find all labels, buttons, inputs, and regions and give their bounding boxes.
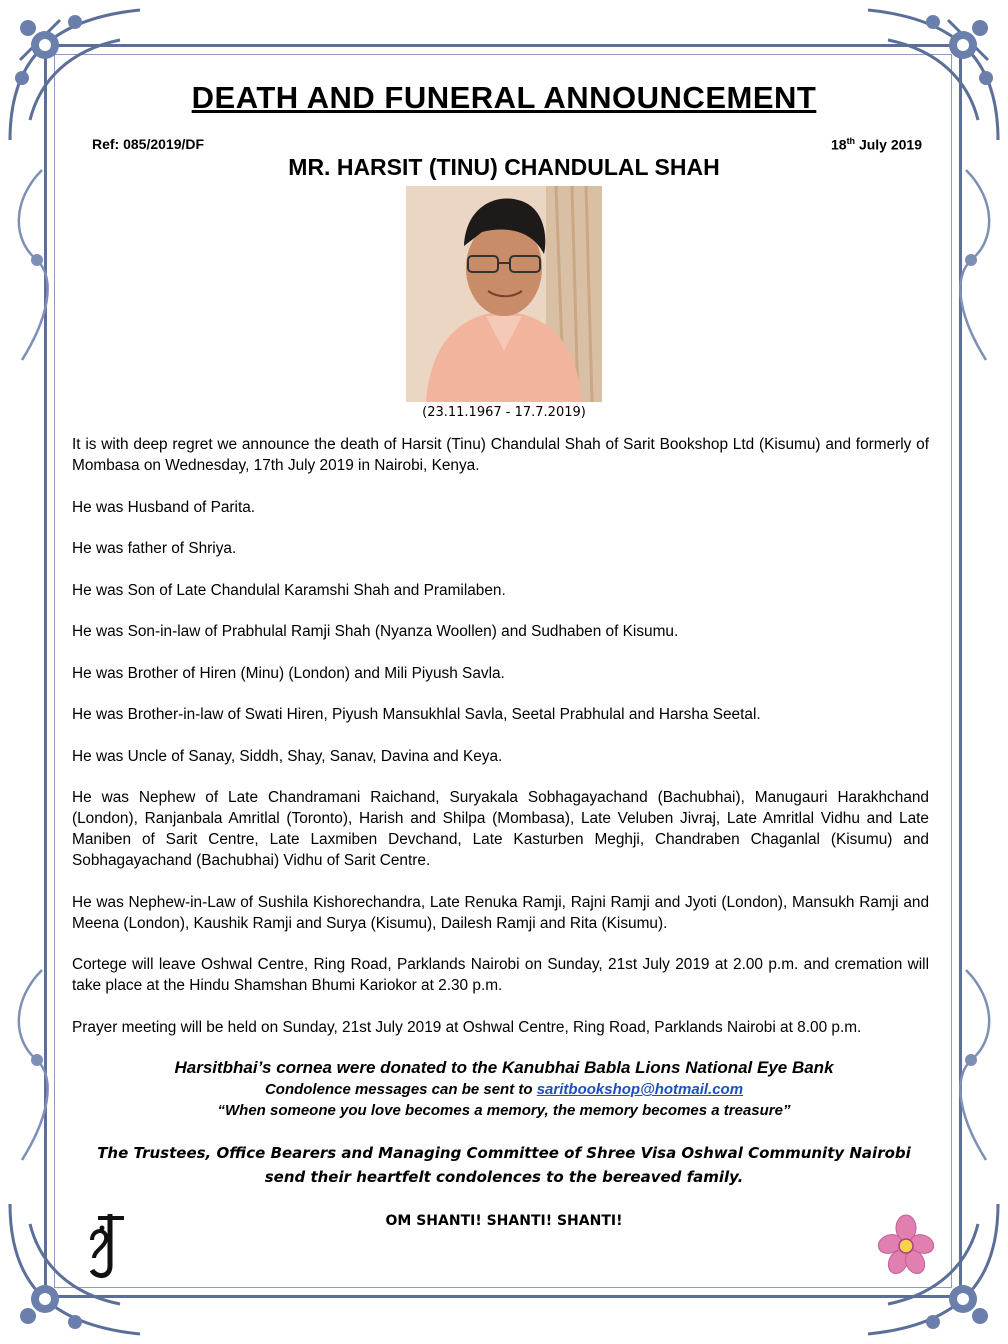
corner-ornament-icon	[858, 0, 1008, 150]
eye-bank-notice: Harsitbhai’s cornea were donated to the Kanubhai Babla Lions National Eye Bank	[174, 1058, 834, 1077]
trustees-line-1: The Trustees, Office Bearers and Managing Committee of Shree Visa Oshwal Community Nairobi	[97, 1144, 911, 1162]
paragraph-cortege: Cortege will leave Oshwal Centre, Ring Road, Parklands Nairobi on Sunday, 21st July 2019 at 2.00 p.m. and cremation will take place at the Hindu Shamshan Bhumi Kariokor at 2.30 p.m.	[72, 956, 929, 994]
paragraph-uncle: He was Uncle of Sanay, Siddh, Shay, Sanav, Davina and Keya.	[72, 747, 503, 765]
paragraph-brother: He was Brother of Hiren (Minu) (London) and Mili Piyush Savla.	[72, 664, 505, 682]
paragraph-nephew-in-law: He was Nephew-in-Law of Sushila Kishorechandra, Late Renuka Ramji, Rajni Ramji and Jyoti (London), Mansukh Ramji and Meena (London), Kaushik Ramji and Surya (Kisumu), Dailesh Ramji and Rita (Kisumu).	[72, 893, 929, 932]
side-swirl-ornament-icon	[2, 160, 62, 380]
orchid-flower-icon	[878, 1214, 934, 1276]
corner-ornament-icon	[0, 0, 150, 150]
paragraph-nephew: He was Nephew of Late Chandramani Raichand, Suryakala Sobhagayachand (Bachubhai), Manugauri Harakhchand (London), Ranjanbala Amritlal (Toronto), Harish and Shilpa (Mombasa), Late Veluben Jivraj, Late Amritlal Vidhu and Late Maniben of Sarit Centre, Late Laxmiben Devchand, Late Kasturben Meghji, Chandraben Chaganlal (Kisumu) and Sobhagayachand (Bachubhai) Vidhu of Sarit Centre.	[72, 789, 929, 869]
life-dates-caption: (23.11.1967 - 17.7.2019)	[422, 405, 586, 420]
announcement-date	[831, 136, 922, 153]
paragraph-brother-in-law: He was Brother-in-law of Swati Hiren, Piyush Mansukhlal Savla, Seetal Prabhulal and Harsha Seetal.	[72, 706, 761, 723]
portrait-photo	[406, 186, 602, 402]
paragraph-father: He was father of Shriya.	[72, 540, 237, 557]
reference-number: Ref: 085/2019/DF	[92, 136, 205, 152]
announcement-body	[72, 434, 929, 1058]
trustees-line-2: send their heartfelt condolences to the bereaved family.	[264, 1168, 744, 1186]
paragraph-husband: He was Husband of Parita.	[72, 498, 256, 516]
date-day: 18	[830, 136, 847, 153]
page-title: DEATH AND FUNERAL ANNOUNCEMENT	[191, 80, 817, 115]
paragraph-prayer-meeting: Prayer meeting will be held on Sunday, 21st July 2019 at Oshwal Centre, Ring Road, Parklands Nairobi at 8.00 p.m.	[72, 1018, 862, 1036]
side-swirl-ornament-icon	[946, 160, 1006, 380]
paragraph-son-in-law: He was Son-in-law of Prabhulal Ramji Shah (Nyanza Woollen) and Sudhaben of Kisumu.	[72, 623, 679, 640]
condolence-email-link[interactable]: saritbookshop@hotmail.com	[536, 1081, 744, 1098]
condolence-notice	[0, 1081, 1008, 1098]
date-month-year: July 2019	[855, 136, 922, 153]
jain-symbol-icon	[80, 1206, 132, 1286]
memory-quote: “When someone you love becomes a memory, the memory becomes a treasure”	[217, 1102, 791, 1119]
deceased-name: MR. HARSIT (TINU) CHANDULAL SHAH	[288, 154, 720, 180]
om-shanti: OM SHANTI! SHANTI! SHANTI!	[385, 1213, 623, 1229]
trustees-condolence	[0, 1141, 1008, 1189]
paragraph-intro: It is with deep regret we announce the death of Harsit (Tinu) Chandulal Shah of Sarit Bookshop Ltd (Kisumu) and formerly of Mombasa on Wednesday, 17th July 2019 in Nairobi, Kenya.	[72, 436, 929, 474]
date-suffix: th	[846, 136, 856, 146]
condolence-prefix: Condolence messages can be sent to	[264, 1081, 537, 1098]
paragraph-son: He was Son of Late Chandulal Karamshi Shah and Pramilaben.	[72, 581, 506, 599]
